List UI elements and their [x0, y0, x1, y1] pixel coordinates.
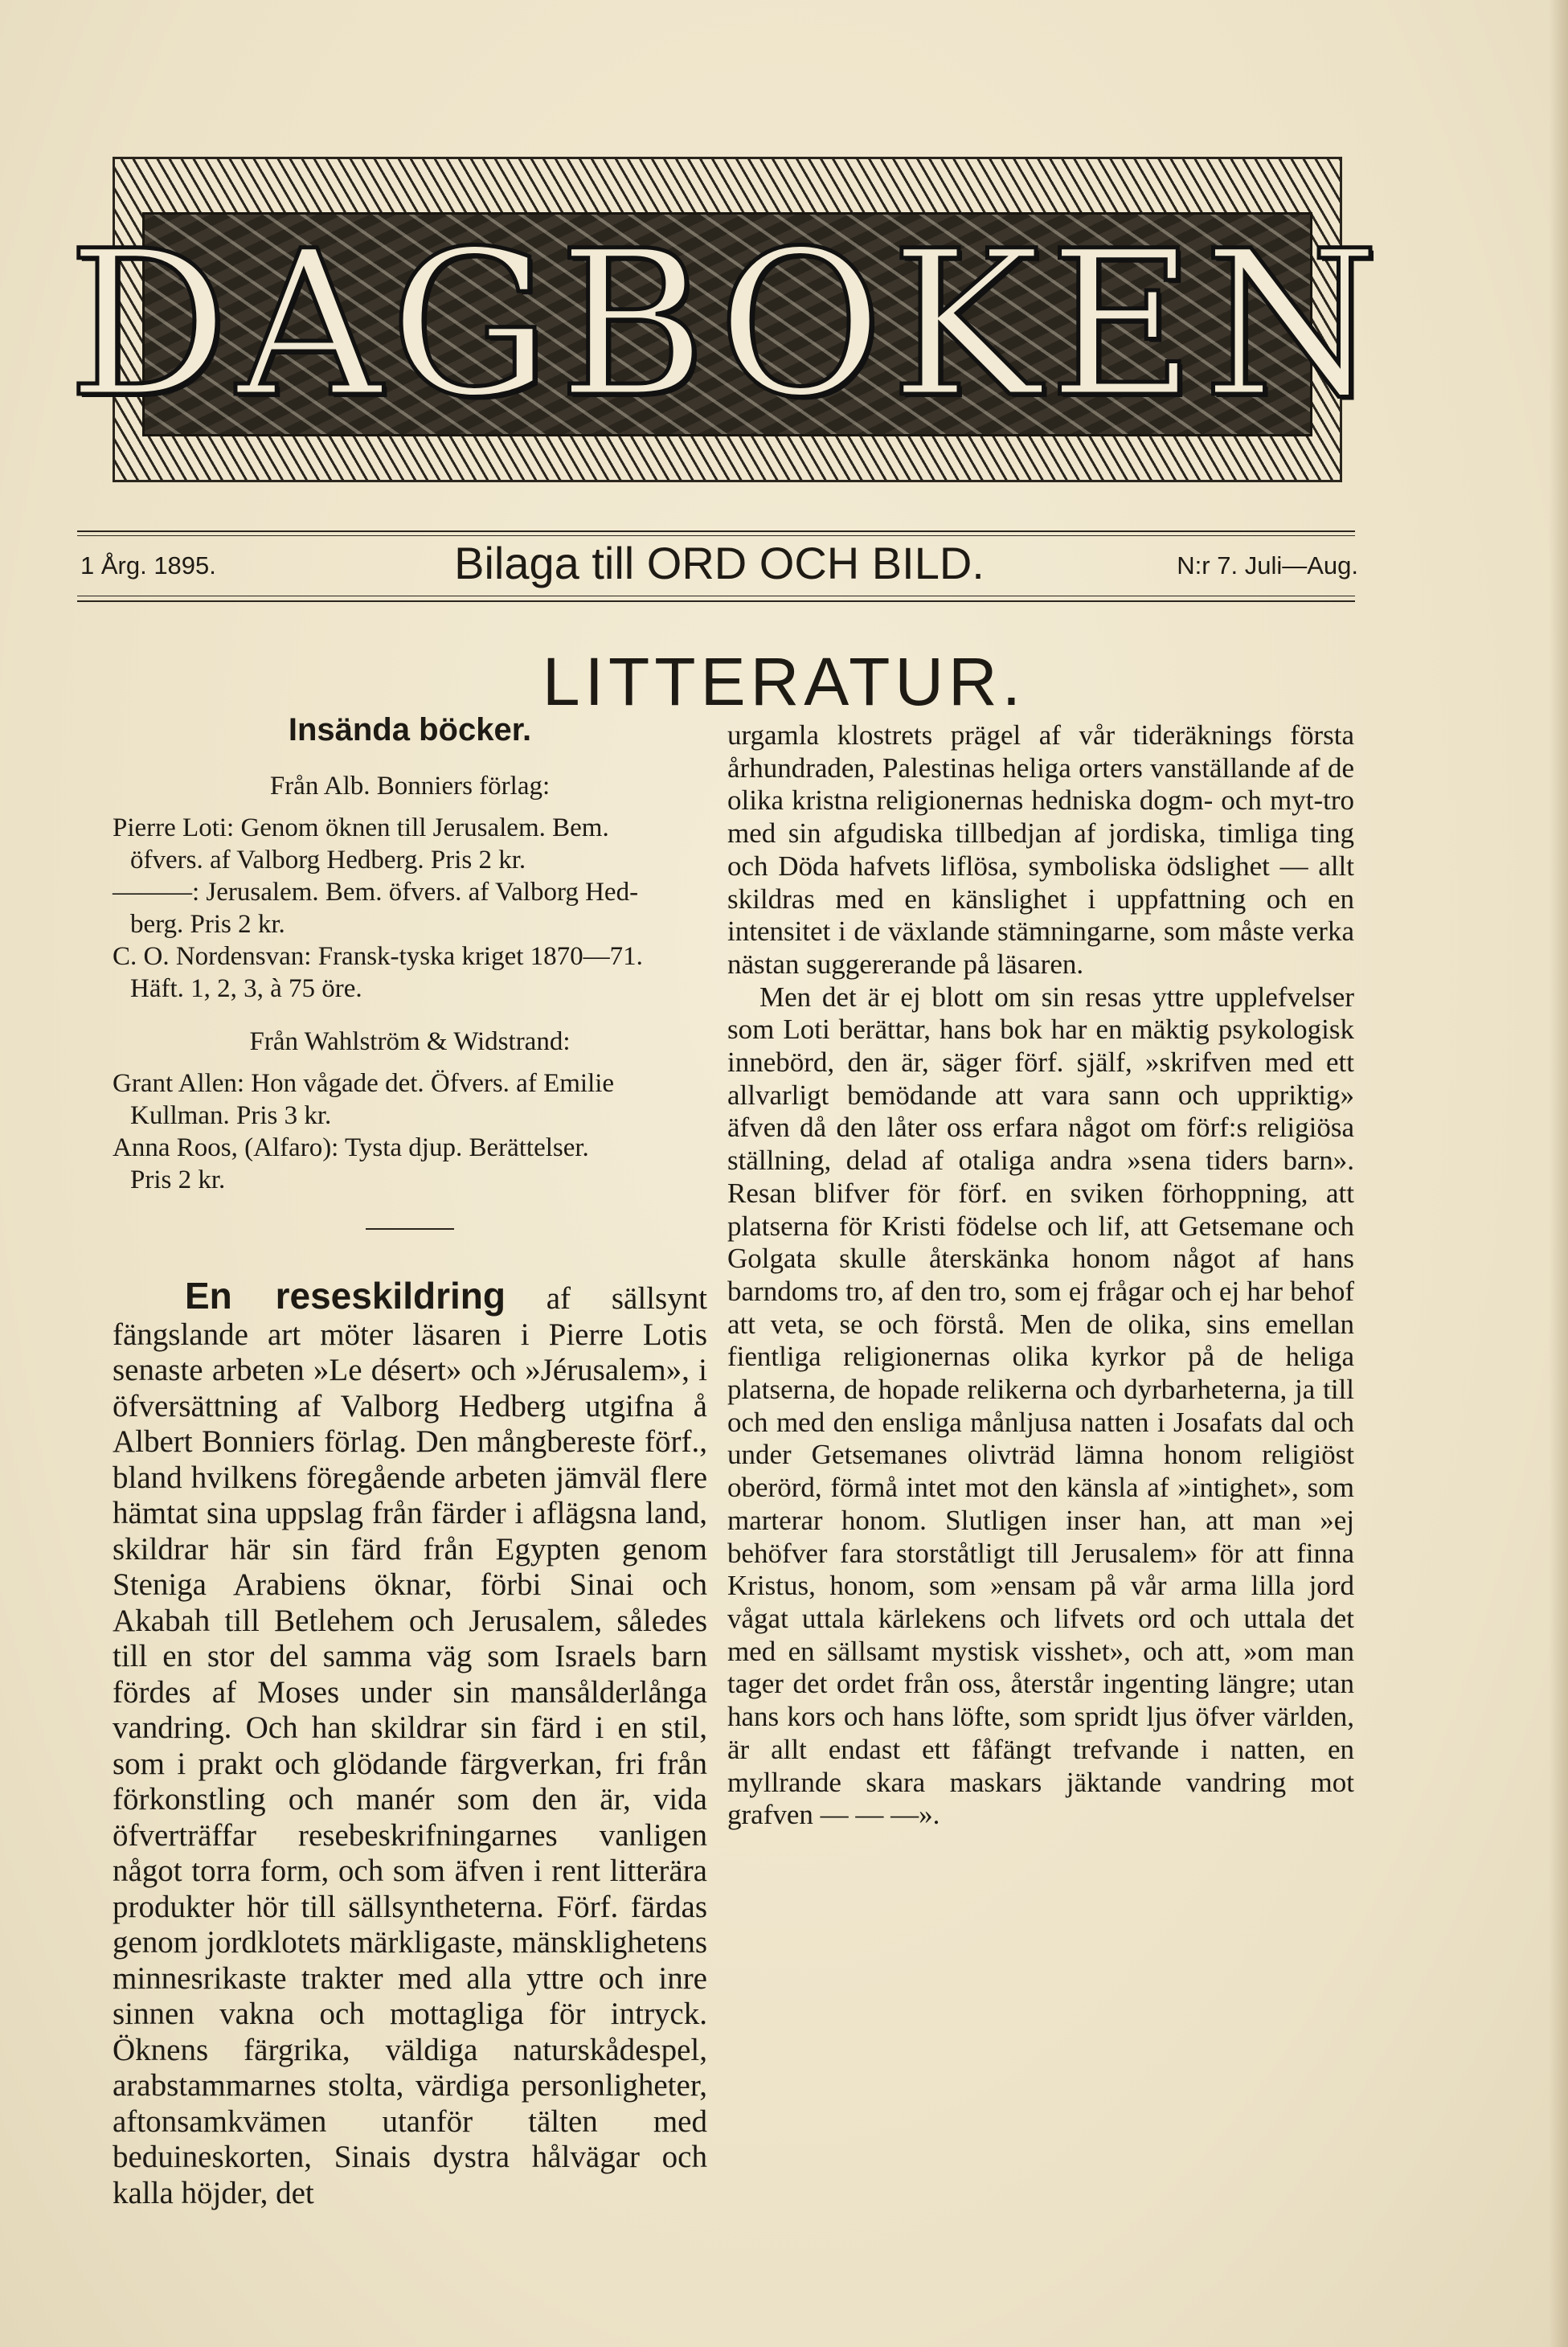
book-entry — [113, 1067, 707, 1132]
book-entry — [113, 812, 707, 876]
page-edge — [1549, 0, 1568, 2347]
book-entry-line: berg. Pris 2 kr. — [130, 910, 285, 939]
article-text: af sällsynt fängslande art möter läsaren i Pierre Lotis senaste arbeten »Le désert» och »Jérusalem», i öfversättning af Valborg Hedberg utgifna å Albert Bonniers förlag. Den mångbereste förf., bland hvilkens föregående arbeten jämväl flere hämtat sina uppslag från färder i aflägsna land, skildrar här sin färd från Egypten genom Steniga Arabiens öknar, förbi Sinai och Akabah till Betlehem och Jerusalem, således till en stor del samma väg som Israels barn fördes af Moses under sin mansålderlånga vandring. Och han skildrar sin färd i en stil, som i prakt och glödande färgverkan, fri från förkonstling och manér som den är, vida öfverträffar resebeskrifningarnes vanligen något torra form, och som äfven i rent litterära produkter hör till sällsyntheterna. Förf. färdas genom jordklotets märkligaste, mänsklighetens minnesrikaste trakter med alla yttre och inre sinnen vakna och mottagliga för intryck. Öknens färgrika, väldiga naturskådespel, arabstammarnes stolta, värdiga personligheter, aftonsamkvämen utanför tälten med beduineskorten, Sinais dystra hålvägar och kalla höjder, det — [113, 1281, 708, 2210]
received-books-title: Insända böcker. — [288, 712, 532, 748]
section-divider — [366, 1228, 454, 1230]
section-title: LITTERATUR. — [542, 644, 1026, 719]
book-entry — [113, 940, 707, 1005]
issue-supplement: Bilaga till ORD OCH BILD. — [454, 538, 985, 588]
article-paragraph: urgamla klostrets prägel af vår tideräknings första århundraden, Palestinas heliga orters vanställande af de olika kristna religionernas hedniska dogm- och myt-tro med sin afgudiska tillbedjan af jordiska, timliga ting och Döda hafvets liflösa, symboliska ödslighet — allt skildras med en känslighet i uppfattning och en intensitet i de växlande stämningarne, som måste verka nästan suggererande på läsaren. — [727, 719, 1354, 980]
issue-line — [80, 537, 1358, 593]
publisher-heading: Från Alb. Bonniers förlag: — [269, 772, 551, 801]
issue-year: 1 Årg. 1895. — [80, 551, 216, 580]
left-column — [113, 709, 707, 2211]
book-entry-line: ———: Jerusalem. Bem. öfvers. af Valborg Hed- — [113, 878, 639, 907]
article-body-left — [113, 1275, 708, 2211]
issue-rule-top-inner — [77, 535, 1355, 536]
book-entry-line: Pierre Loti: Genom öknen till Jerusalem. Bem. — [113, 813, 609, 842]
book-entry-line: Kullman. Pris 3 kr. — [130, 1101, 332, 1130]
masthead — [68, 157, 1388, 482]
right-column — [727, 719, 1354, 1832]
book-entry-line: Anna Roos, (Alfaro): Tysta djup. Berättelser. — [113, 1133, 589, 1162]
book-entry-line: Häft. 1, 2, 3, à 75 öre. — [130, 974, 362, 1003]
book-entry — [113, 1132, 707, 1196]
book-entry-line: C. O. Nordensvan: Fransk-tyska kriget 1870—71. — [113, 942, 643, 971]
book-entry-line: öfvers. af Valborg Hedberg. Pris 2 kr. — [130, 846, 526, 874]
issue-rule-bottom — [77, 600, 1355, 602]
issue-rule-top — [77, 530, 1355, 532]
masthead-panel — [68, 207, 1388, 441]
publisher-heading: Från Wahlström & Widstrand: — [249, 1027, 571, 1056]
masthead-title: DAGBOKEN — [68, 207, 1388, 441]
book-entry-line: Grant Allen: Hon vågade det. Öfvers. af Emilie — [113, 1069, 615, 1098]
article-paragraph: Men det är ej blott om sin resas yttre upplefvelser som Loti berättar, hans bok har en mäktig psykologisk innebörd, den är, säger förf. själf, »skrifven med ett allvarligt bemödande att vara sann och uppriktig» äfven då den låter oss erfara något om förf:s religiösa ställning, delad af otaliga andra »sena tiders barn». Resan blifver för förf. en sviken förhoppning, att platserna för Kristi födelse och lif, att Getsemane och Golgata skulle återskänka honom något af hans barndoms tro, af den tro, som ej frågar och ej har behof att veta, se och förstå. Men de olika, sins emellan fientliga religionernas olika kyrkor på de heliga platserna, de hopade relikerna och dyrbarheterna, ja till och med den ensliga månljusa natten i Josafats dal och under Getsemanes olivträd lämna honom religiöst oberörd, förmå intet mot den känsla af »intighet», som marterar honom. Slutligen inser han, att man »ej behöfver fara storståtligt till Jerusalem» för att finna Kristus, honom, som »ensam på vår arma lilla jord vågat uttala kärlekens och lifvets ord och uttala det med en sällsamt mystisk visshet», och att, »om man tager det ordet från oss, återstår ingenting längre; utan hans kors och hans löfte, som spridt ljus öfver världen, är allt endast ett fåfängt trefvande i natten, en myllrande skara maskars jäktande vandring mot grafven — — —». — [727, 981, 1354, 1831]
article-lead: En reseskildring — [185, 1275, 506, 1317]
issue-number: N:r 7. Juli—Aug. — [1177, 551, 1358, 580]
book-entry-line: Pris 2 kr. — [130, 1165, 226, 1194]
book-entry — [113, 876, 707, 940]
